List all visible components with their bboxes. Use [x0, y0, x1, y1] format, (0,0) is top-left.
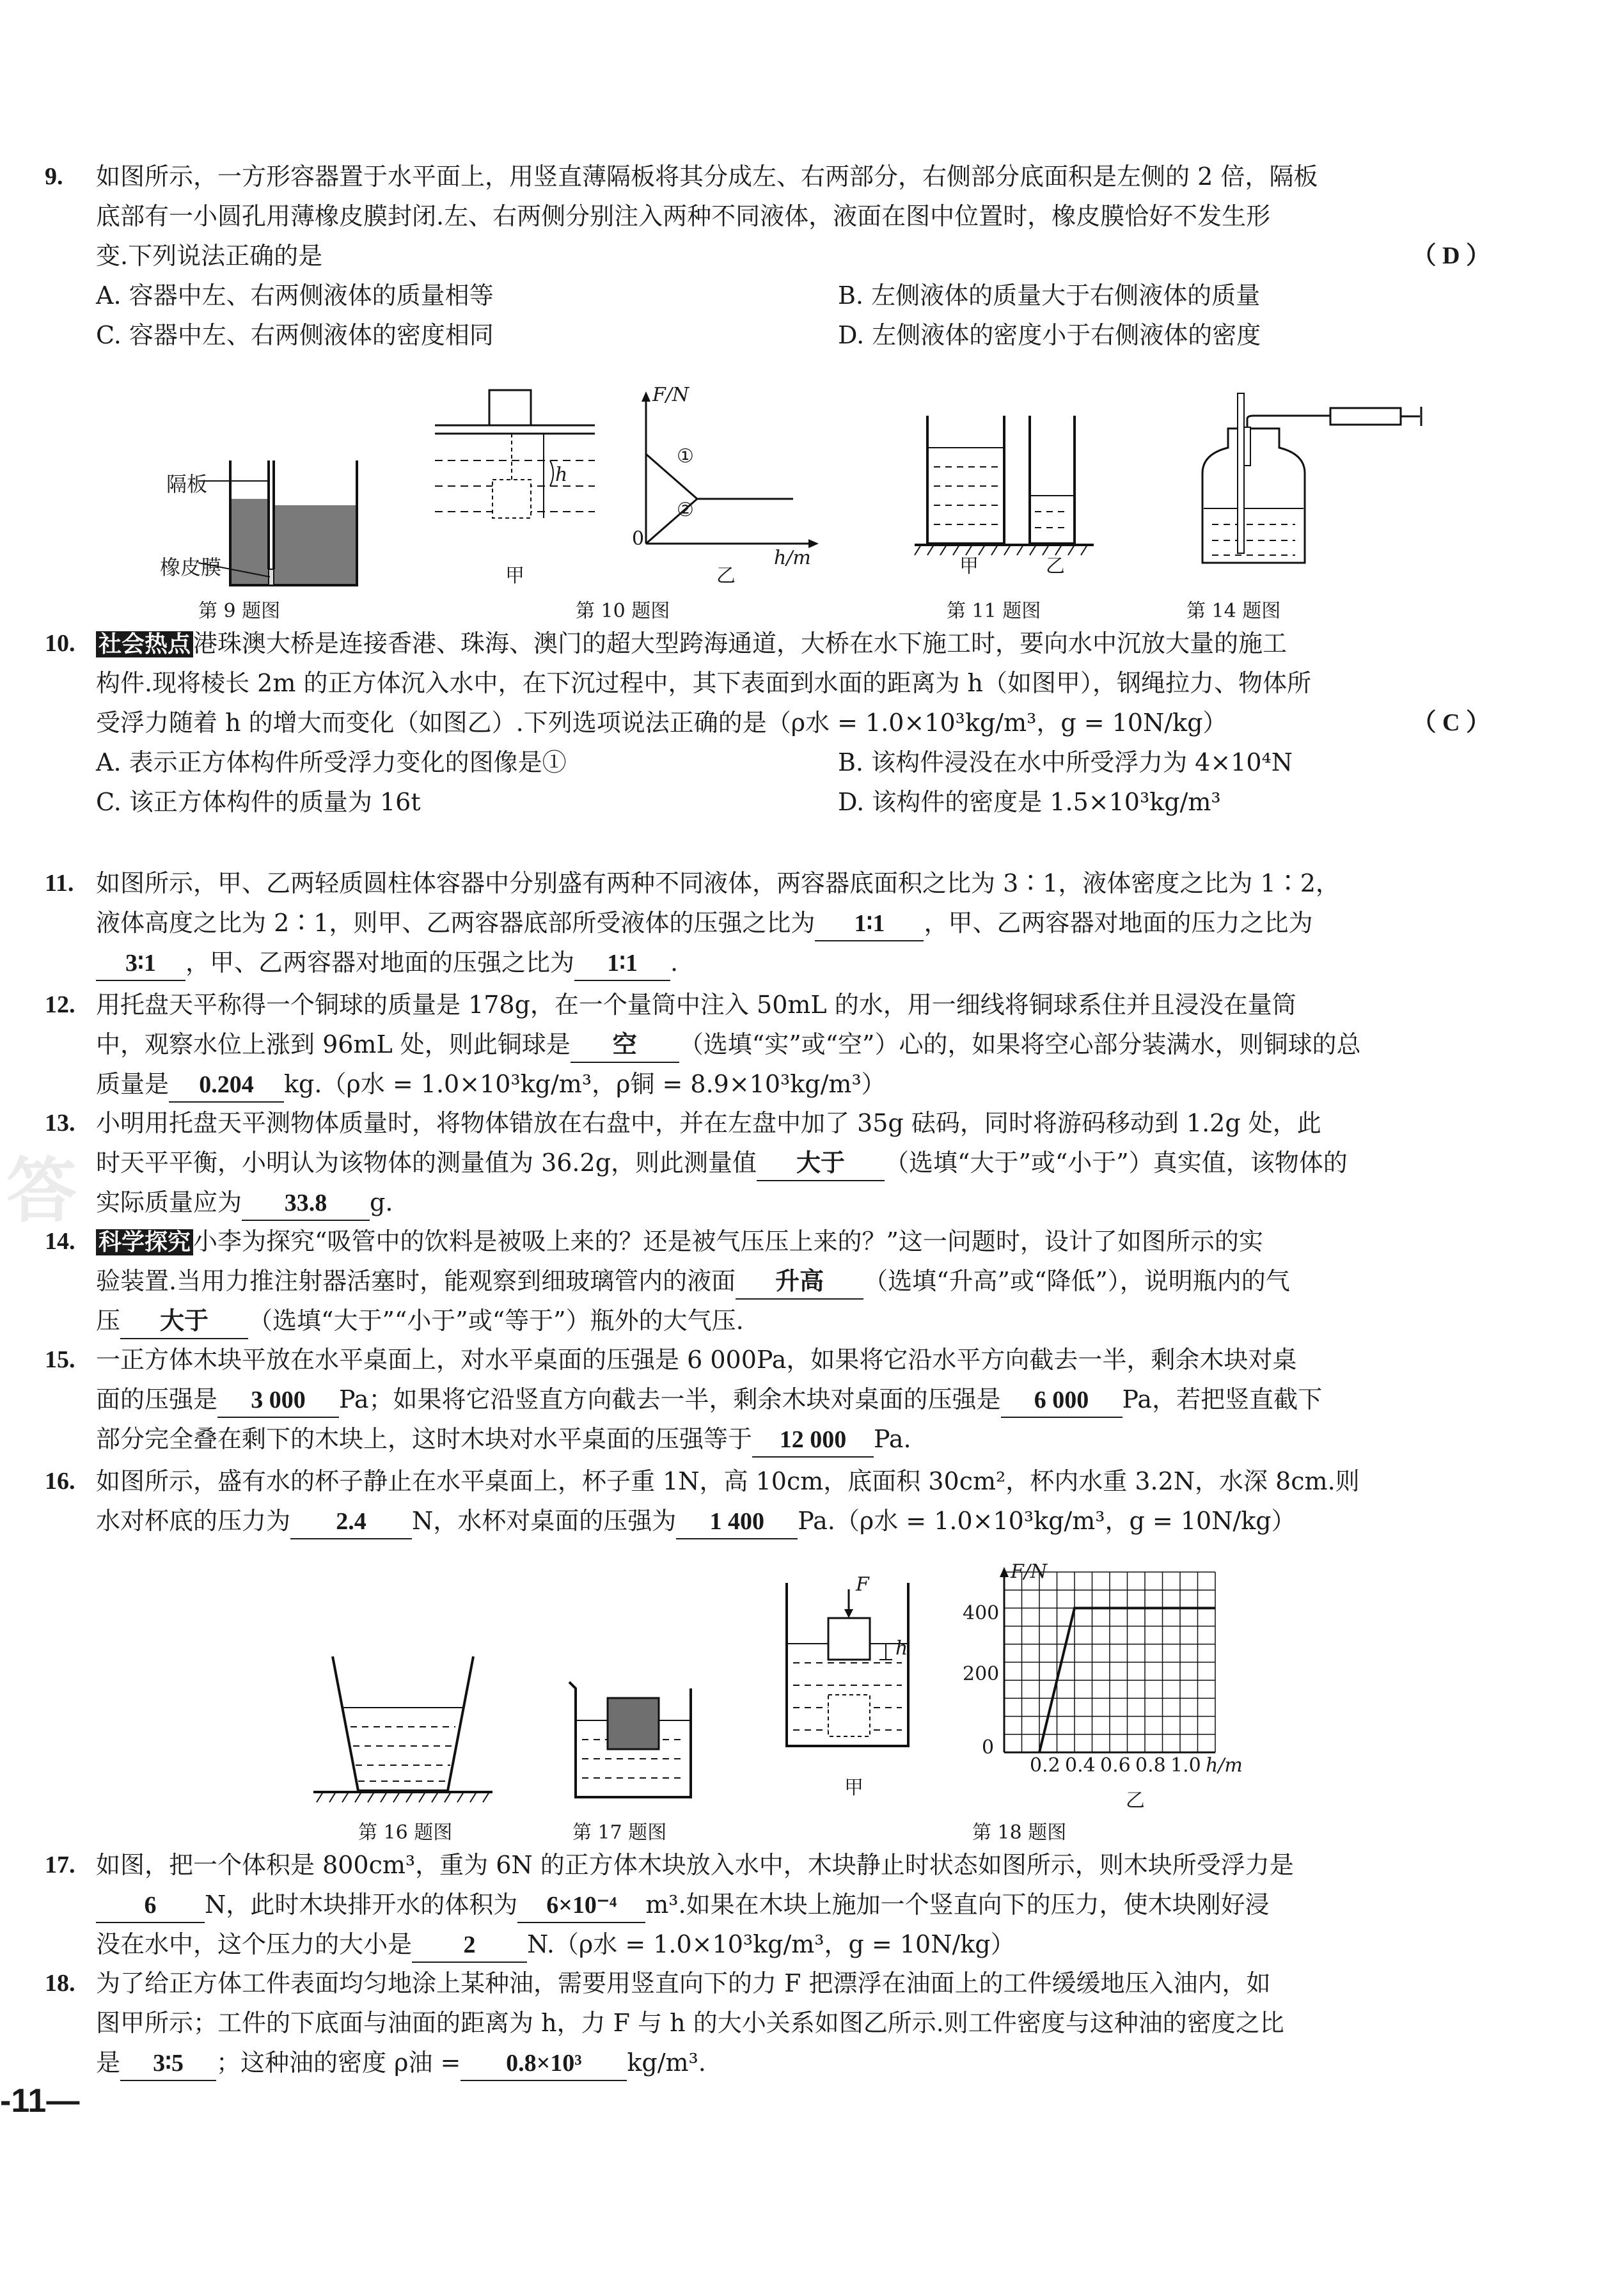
jia-label: 甲	[505, 565, 524, 587]
page-number: -11—	[0, 2082, 80, 2119]
figure-10-caption: 第 10 题图	[576, 600, 670, 622]
figure-16-caption: 第 16 题图	[358, 1821, 453, 1844]
answer-blank: 12 000	[752, 1423, 874, 1458]
question-15: 15. 一正方体木块平放在水平桌面上，对水平桌面的压强是 6 000Pa，如果将它沿水平方向截去一半，剩余木块对桌 面的压强是 3 000 Pa；如果将它沿竖直方向截去一半，剩余木块对桌面的压强是 6 000 Pa，若把竖直截下 部分完全叠在剩下的木块上，这时木块对水平桌面的压强等于 12 000 Pa.	[96, 1340, 1490, 1459]
answer-blank: 0.8×10³	[461, 2047, 627, 2081]
question-number: 14.	[45, 1228, 75, 1255]
axis-y-label: F/N	[1011, 1561, 1048, 1583]
membrane-label: 橡皮膜	[160, 555, 222, 579]
answer-blank: 升高	[736, 1265, 863, 1300]
figure-18-yi-label: 乙	[1126, 1789, 1145, 1812]
figure-16	[307, 1650, 499, 1810]
question-number: 12.	[45, 991, 75, 1018]
xtick-0.8: 0.8	[1135, 1754, 1166, 1777]
figure-10-yi	[620, 384, 838, 587]
xtick-0.6: 0.6	[1100, 1754, 1131, 1777]
answer-blank: 1 400	[676, 1505, 798, 1539]
xtick-0.4: 0.4	[1065, 1754, 1096, 1777]
ytick-200: 200	[963, 1663, 1000, 1685]
figure-9	[160, 441, 371, 601]
h-label: h	[895, 1637, 908, 1660]
answer-blank: 大于	[120, 1305, 248, 1339]
ytick-0: 0	[982, 1736, 995, 1759]
answer-choice: （ C ）	[1412, 709, 1490, 736]
question-number: 17.	[45, 1852, 75, 1878]
question-number: 18.	[45, 1970, 75, 1997]
jia-label: 甲	[959, 555, 979, 578]
answer-blank: 0.204	[169, 1068, 284, 1103]
answer-blank: 2	[412, 1928, 527, 1963]
origin-label: 0	[632, 528, 645, 550]
figure-17-caption: 第 17 题图	[572, 1821, 667, 1844]
yi-label: 乙	[1046, 555, 1065, 578]
xtick-0.2: 0.2	[1030, 1754, 1060, 1777]
answer-blank: 3∶5	[120, 2047, 216, 2081]
figure-10-jia	[422, 384, 601, 587]
question-10: 10. 社会热点 港珠澳大桥是连接香港、珠海、澳门的超大型跨海通道，大桥在水下施工时，要向水中沉放大量的施工 构件.现将棱长 2m 的正方体沉入水中，在下沉过程中，其下表面到水面的距离为 h（如图甲），钢绳拉力、物体所 受浮力随着 h 的增大而变化（如图乙）.下列选项说法正确的是（ρ水 = 1.0×10³kg/m³，g = 10N/kg） （ C ） A. 表示正方体构件所受浮力变化的图像是① B. 该构件浸没在水中所受浮力为 4×10⁴N C. 该正方体构件的质量为 16t D. 该构件的密度是 1.5×10³kg/m³	[96, 624, 1490, 822]
answer-blank: 33.8	[242, 1186, 370, 1221]
answer-blank: 2.4	[290, 1505, 412, 1539]
answer-blank: 1∶1	[574, 947, 670, 981]
partition-label: 隔板	[166, 472, 208, 496]
h-label: h	[555, 464, 568, 486]
question-17: 17. 如图，把一个体积是 800cm³，重为 6N 的正方体木块放入水中，木块静止时状态如图所示，则木块所受浮力是 6 N，此时木块排开水的体积为 6×10⁻⁴ m³.如果在木块上施加一个竖直向下的压力，使木块刚好浸 没在水中，这个压力的大小是 2 N.（ρ水 = 1.0×10³kg/m³，g = 10N/kg）	[96, 1845, 1490, 1964]
figure-14-caption: 第 14 题图	[1186, 600, 1281, 622]
answer-blank: 1∶1	[815, 907, 924, 941]
figure-18-jia	[768, 1573, 934, 1765]
xtick-1.0: 1.0	[1170, 1754, 1201, 1777]
axis-y-label: F/N	[652, 384, 689, 406]
svg-text:答: 答	[6, 1149, 77, 1232]
answer-blank: 6×10⁻⁴	[517, 1889, 645, 1923]
question-number: 10.	[45, 630, 75, 657]
question-number: 13.	[45, 1110, 75, 1136]
option-b: B. 左侧液体的质量大于右侧液体的质量	[838, 281, 1261, 310]
figure-18-jia-label: 甲	[844, 1777, 863, 1799]
option-c: C. 容器中左、右两侧液体的密度相同	[96, 321, 494, 349]
figure-18-caption: 第 18 题图	[972, 1821, 1067, 1844]
question-14: 14. 科学探究 小李为探究“吸管中的饮料是被吸上来的？还是被气压压上来的？”这一问题时，设计了如图所示的实 验装置.当用力推注射器活塞时，能观察到细玻璃管内的液面 升高 （选填“升高”或“降低”），说明瓶内的气 压 大于 （选填“大于”“小于”或“等于”）瓶外的大气压.	[96, 1222, 1490, 1341]
question-9: 9. 如图所示，一方形容器置于水平面上，用竖直薄隔板将其分成左、右两部分，右侧部分底面积是左侧的 2 倍，隔板 底部有一小圆孔用薄橡皮膜封闭.左、右两侧分别注入两种不同液体，液面在图中位置时，橡皮膜恰好不发生形 变.下列说法正确的是 （ D ） A. 容器中左、右两侧液体的质量相等 B. 左侧液体的质量大于右侧液体的质量 C. 容器中左、右两侧液体的密度相同 D. 左侧液体的密度小于右侧液体的密度	[96, 157, 1490, 355]
figure-9-caption: 第 9 题图	[198, 600, 281, 622]
option-d: D. 该构件的密度是 1.5×10³kg/m³	[838, 788, 1221, 816]
axis-x-label: h/m	[1206, 1754, 1243, 1777]
science-inquiry-tag: 科学探究	[96, 1229, 193, 1255]
option-a: A. 表示正方体构件所受浮力变化的图像是①	[96, 748, 567, 776]
question-number: 11.	[45, 870, 74, 897]
hot-topic-tag: 社会热点	[96, 631, 193, 657]
answer-blank: 大于	[757, 1147, 885, 1181]
question-12: 12. 用托盘天平称得一个铜球的质量是 178g，在一个量筒中注入 50mL 的水，用一细线将铜球系住并且浸没在量筒 中，观察水位上涨到 96mL 处，则此铜球是 空 （选填“实”或“空”）心的，如果将空心部分装满水，则铜球的总 质量是 0.204 kg.（ρ水 = 1.0×10³kg/m³，ρ铜 = 8.9×10³kg/m³）	[96, 985, 1490, 1104]
question-number: 15.	[45, 1346, 75, 1373]
ytick-400: 400	[963, 1602, 1000, 1624]
question-13: 13. 小明用托盘天平测物体质量时，将物体错放在右盘中，并在左盘中加了 35g 砝码，同时将游码移动到 1.2g 处，此 时天平平衡，小明认为该物体的测量值为 36.2g，则此测量值 大于 （选填“大于”或“小于”）真实值，该物体的 实际质量应为 33.8 g.	[96, 1103, 1490, 1222]
answer-blank: 6	[96, 1889, 205, 1923]
answer-blank: 空	[571, 1028, 679, 1063]
question-16: 16. 如图所示，盛有水的杯子静止在水平桌面上，杯子重 1N，高 10cm，底面积 30cm²，杯内水重 3.2N，水深 8cm.则 水对杯底的压力为 2.4 N，水杯对桌面的压强为 1 400 Pa.（ρ水 = 1.0×10³kg/m³，g = 10N/kg）	[96, 1461, 1490, 1541]
wood-block	[608, 1698, 659, 1749]
curve-1-label: ①	[677, 445, 694, 468]
answer-blank: 3 000	[217, 1383, 339, 1418]
figure-17	[556, 1669, 710, 1804]
figure-11	[908, 403, 1113, 578]
yi-label: 乙	[716, 565, 736, 587]
axis-x-label: h/m	[774, 547, 811, 569]
right-liquid	[274, 505, 357, 585]
option-d: D. 左侧液体的密度小于右侧液体的密度	[838, 321, 1261, 349]
option-b: B. 该构件浸没在水中所受浮力为 4×10⁴N	[838, 748, 1293, 776]
question-number: 9.	[45, 163, 63, 190]
option-a: A. 容器中左、右两侧液体的质量相等	[96, 281, 494, 310]
question-18: 18. 为了给正方体工件表面均匀地涂上某种油，需要用竖直向下的力 F 把漂浮在油面上的工件缓缓地压入油内，如 图甲所示；工件的下底面与油面的距离为 h，力 F 与 h 的大小关系如图乙所示.则工件密度与这种油的密度之比 是 3∶5 ；这种油的密度 ρ油 = 0.8×10³ kg/m³.	[96, 1963, 1490, 2082]
question-11: 11. 如图所示，甲、乙两轻质圆柱体容器中分别盛有两种不同液体，两容器底面积之比为 3∶1，液体密度之比为 1∶2， 液体高度之比为 2∶1，则甲、乙两容器底部所受液体的压强之比为 1∶1 ，甲、乙两容器对地面的压力之比为 3∶1 ，甲、乙两容器对地面的压强之比为 1∶1 .	[96, 863, 1490, 982]
answer-choice: （ D ）	[1412, 242, 1490, 269]
answer-blank: 6 000	[1001, 1383, 1122, 1418]
curve-2-label: ②	[677, 499, 694, 521]
figure-18-yi-chart	[959, 1561, 1318, 1778]
chart-grid	[1004, 1572, 1215, 1752]
figure-11-caption: 第 11 题图	[947, 600, 1041, 622]
force-f-label: F	[856, 1573, 869, 1596]
question-number: 16.	[45, 1468, 75, 1495]
answer-blank: 3∶1	[96, 947, 185, 981]
figure-14	[1183, 390, 1426, 569]
option-c: C. 该正方体构件的质量为 16t	[96, 788, 421, 816]
